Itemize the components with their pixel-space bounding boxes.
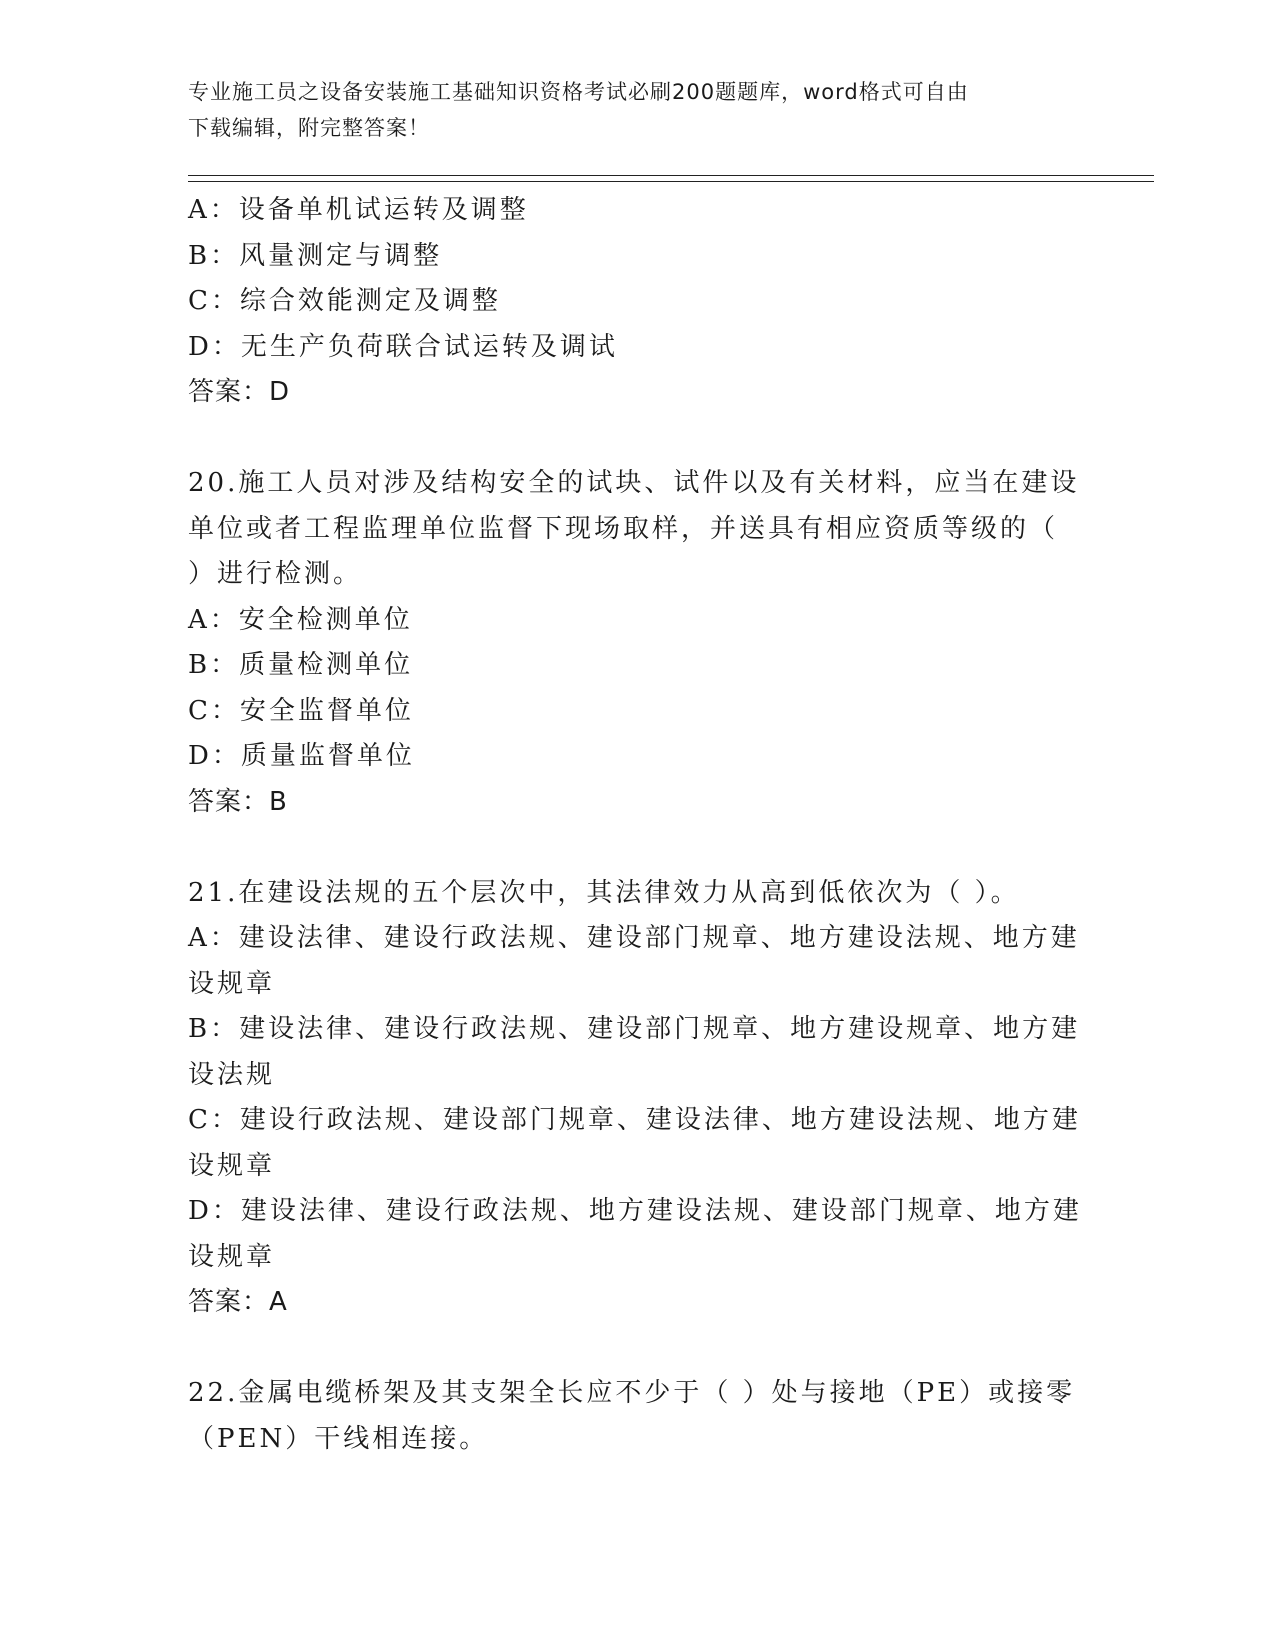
question-content	[188, 188, 1088, 1462]
header-title-line-1: 专业施工员之设备安装施工基础知识资格考试必刷200题题库，word格式可自由	[188, 80, 969, 104]
option-c: C：综合效能测定及调整	[188, 286, 501, 316]
question-stem-continued: （PEN）干线相连接。	[188, 1423, 489, 1454]
spacer	[188, 416, 1088, 462]
option-a: A：建设法律、建设行政法规、建设部门规章、地方建设法规、地方建	[188, 923, 1080, 953]
answer-label: 答案：B	[188, 786, 288, 817]
option-d: D：质量监督单位	[188, 741, 415, 771]
answer-label: 答案：D	[188, 377, 291, 407]
option-d-continued: 设规章	[188, 1241, 276, 1272]
option-b: B：质量检测单位	[188, 650, 414, 680]
question-stem: 21.在建设法规的五个层次中，其法律效力从高到低依次为（ ）。	[188, 877, 1020, 908]
answer-label: 答案：A	[188, 1287, 288, 1317]
question-21	[188, 871, 1088, 1326]
question-stem-continued: 单位或者工程监理单位监督下现场取样，并送具有相应资质等级的（	[188, 513, 1059, 544]
header-divider-bottom	[188, 181, 1154, 182]
option-c-continued: 设规章	[188, 1150, 276, 1181]
question-stem: 20.施工人员对涉及结构安全的试块、试件以及有关材料，应当在建设	[188, 468, 1080, 498]
option-a-continued: 设规章	[188, 968, 276, 999]
header-divider-top	[188, 175, 1154, 176]
option-b-continued: 设法规	[188, 1059, 276, 1090]
option-d: D：建设法律、建设行政法规、地方建设法规、建设部门规章、地方建	[188, 1196, 1082, 1226]
question-19	[188, 188, 1088, 416]
option-c: C：建设行政法规、建设部门规章、建设法律、地方建设法规、地方建	[188, 1105, 1081, 1135]
option-a: A：设备单机试运转及调整	[188, 195, 529, 225]
spacer	[188, 1326, 1088, 1372]
question-20	[188, 461, 1088, 825]
option-d: D：无生产负荷联合试运转及调试	[188, 331, 618, 362]
option-b: B：风量测定与调整	[188, 240, 443, 271]
option-c: C：安全监督单位	[188, 695, 414, 726]
question-22	[188, 1371, 1088, 1462]
question-stem-continued: ）进行检测。	[188, 559, 363, 589]
header-title-line-2: 下载编辑，附完整答案！	[188, 116, 430, 140]
spacer	[188, 825, 1088, 871]
option-a: A：安全检测单位	[188, 604, 413, 635]
document-header	[188, 74, 1078, 146]
question-stem: 22.金属电缆桥架及其支架全长应不少于（ ）处与接地（PE）或接零	[188, 1378, 1076, 1408]
option-b: B：建设法律、建设行政法规、建设部门规章、地方建设规章、地方建	[188, 1014, 1081, 1044]
